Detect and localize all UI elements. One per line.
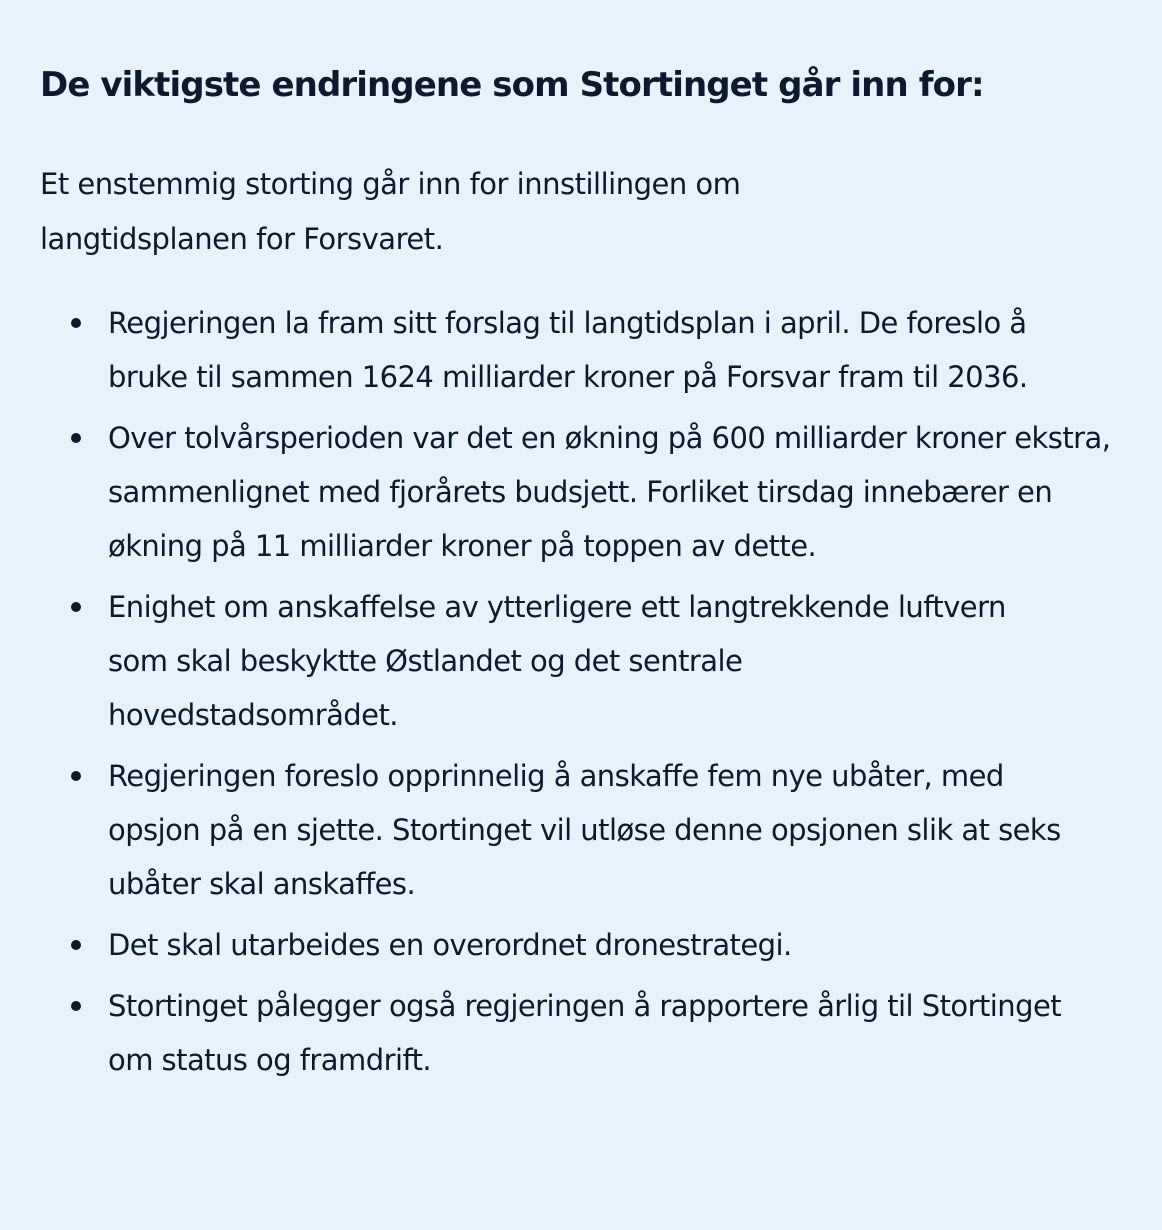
factbox-title: De viktigste endringene som Stortinget går inn for: [40, 65, 984, 105]
list-item [40, 918, 1068, 972]
bullet-icon [71, 771, 81, 781]
bullet-icon [71, 602, 81, 612]
list-item [40, 979, 1068, 1087]
list-item [40, 580, 1028, 742]
list-item-text: Stortinget pålegger også regjeringen å rapportere årlig til Stortinget om status og framdrift. [108, 989, 1062, 1077]
list-item-text: Enighet om anskaffelse av ytterligere ett langtrekkende luftvern som skal beskyktte Østlandet og det sentrale hovedstadsområdet. [108, 590, 1006, 732]
bullet-icon [71, 940, 81, 950]
bullet-icon [71, 1001, 81, 1011]
factbox-list [40, 296, 1122, 1087]
bullet-icon [71, 318, 81, 328]
list-item [40, 749, 1083, 911]
factbox-intro: Et enstemmig storting går inn for innstillingen om langtidsplanen for Forsvaret. [40, 167, 741, 256]
bullet-icon [71, 433, 81, 443]
list-item-text: Det skal utarbeides en overordnet dronestrategi. [108, 928, 792, 962]
list-item-text: Regjeringen foreslo opprinnelig å anskaffe fem nye ubåter, med opsjon på en sjette. Stortinget vil utløse denne opsjonen slik at seks ubåter skal anskaffes. [108, 759, 1061, 901]
list-item [40, 411, 1118, 573]
list-item-text: Regjeringen la fram sitt forslag til langtidsplan i april. De foreslo å bruke til sammen 1624 milliarder kroner på Forsvar fram til 2036. [108, 306, 1028, 394]
list-item-text: Over tolvårsperioden var det en økning på 600 milliarder kroner ekstra, sammenlignet med fjorårets budsjett. Forliket tirsdag innebærer en økning på 11 milliarder kroner på toppen av dette. [108, 421, 1111, 563]
list-item [40, 296, 1088, 404]
